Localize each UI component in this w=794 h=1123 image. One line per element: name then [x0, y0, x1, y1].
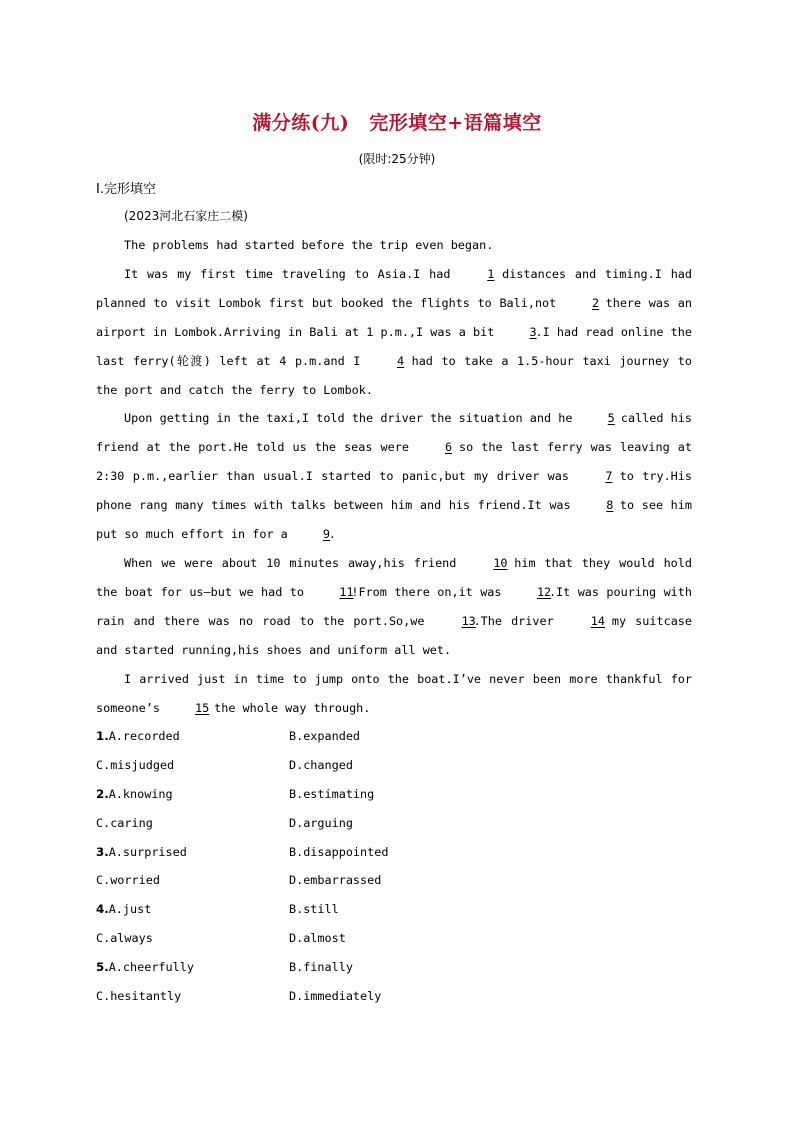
option-a[interactable]: A.cheerfully [108, 960, 194, 975]
title-left: 满分练(九) [252, 112, 350, 134]
blank-9[interactable]: 9 [322, 527, 330, 542]
question-number: 3. [96, 844, 109, 859]
option-a[interactable]: A.surprised [108, 844, 187, 859]
option-c[interactable]: C.misjudged [96, 757, 175, 772]
blank-2[interactable]: 2 [591, 295, 600, 310]
question-row [96, 809, 596, 838]
option-d[interactable]: D.embarrassed [289, 873, 382, 888]
option-c[interactable]: C.caring [96, 815, 153, 830]
blank-5[interactable]: 5 [607, 411, 615, 426]
blank-6[interactable]: 6 [445, 440, 453, 455]
blank-14[interactable]: 14 [590, 613, 605, 628]
question-row [96, 953, 596, 982]
question-row [96, 722, 596, 751]
option-a[interactable]: A.just [108, 902, 152, 917]
option-b[interactable]: B.estimating [289, 786, 375, 801]
blank-4[interactable]: 4 [396, 353, 405, 368]
blank-10[interactable]: 10 [493, 555, 508, 570]
cloze-passage [96, 231, 692, 722]
page-title [0, 108, 794, 135]
question-row [96, 982, 596, 1011]
question-row [96, 866, 596, 895]
option-d[interactable]: D.changed [289, 757, 353, 772]
section-heading: Ⅰ.完形填空 [96, 182, 156, 197]
paragraph-5: I arrived just in time to jump onto the boat.I’ve never been more thankful for someone’s 15 the whole way through. [96, 665, 692, 723]
blank-7[interactable]: 7 [605, 469, 613, 484]
option-c[interactable]: C.always [96, 931, 153, 946]
option-b[interactable]: B.expanded [289, 729, 361, 743]
paragraph-3: Upon getting in the taxi,I told the driver the situation and he 5 called his friend at the port.He told us the seas were 6 so the last ferry was leaving at 2:30 p.m.,earlier than usual.I started to panic,but my driver was 7 to try.His phone rang many times with talks between him and his friend.It was 8 to see him put so much effort in for a 9. [96, 404, 692, 549]
title-right: 完形填空+语篇填空 [369, 112, 542, 134]
option-c[interactable]: C.hesitantly [96, 989, 182, 1004]
option-c[interactable]: C.worried [96, 873, 160, 888]
blank-1[interactable]: 1 [487, 266, 495, 281]
option-a[interactable]: A.recorded [108, 729, 180, 743]
blank-8[interactable]: 8 [606, 498, 614, 513]
paragraph-2: It was my first time traveling to Asia.I had 1 distances and timing.I had planned to visit Lombok first but booked the flights to Bali,not 2 there was an airport in Lombok.Arriving in Bali at 1 p.m.,I was a bit 3.I had read online the last ferry(轮渡) left at 4 p.m.and I 4 had to take a 1.5-hour taxi journey to the port and catch the ferry to Lombok. [96, 260, 692, 405]
option-b[interactable]: B.still [289, 902, 339, 917]
question-number: 5. [96, 960, 109, 975]
paragraph-1: The problems had started before the trip even began. [124, 238, 494, 252]
option-d[interactable]: D.immediately [289, 989, 382, 1004]
blank-15[interactable]: 15 [195, 700, 210, 715]
option-b[interactable]: B.disappointed [289, 844, 389, 859]
question-row [96, 838, 596, 867]
option-d[interactable]: D.almost [289, 931, 346, 946]
blank-11[interactable]: 11 [339, 584, 354, 599]
question-row [96, 751, 596, 780]
question-row [96, 924, 596, 953]
question-number: 2. [96, 786, 109, 801]
time-limit: (限时:25分钟) [358, 152, 436, 166]
option-b[interactable]: B.finally [289, 960, 353, 975]
question-number: 1. [96, 729, 109, 743]
question-row [96, 895, 596, 924]
question-row [96, 780, 596, 809]
paragraph-4: When we were about 10 minutes away,his friend 10 him that they would hold the boat for us—but we had to 11!From there on,it was 12.It was pouring with rain and there was no road to the port.So,we 13.The driver 14 my suitcase and started running,his shoes and uniform all wet. [96, 549, 692, 665]
source-note: (2023河北石家庄二模) [124, 209, 248, 223]
blank-13[interactable]: 13 [461, 613, 476, 628]
option-d[interactable]: D.arguing [289, 815, 353, 830]
answer-options [96, 722, 596, 1011]
option-a[interactable]: A.knowing [108, 786, 173, 801]
blank-12[interactable]: 12 [536, 584, 552, 599]
question-number: 4. [96, 902, 109, 917]
blank-3[interactable]: 3 [529, 324, 537, 339]
